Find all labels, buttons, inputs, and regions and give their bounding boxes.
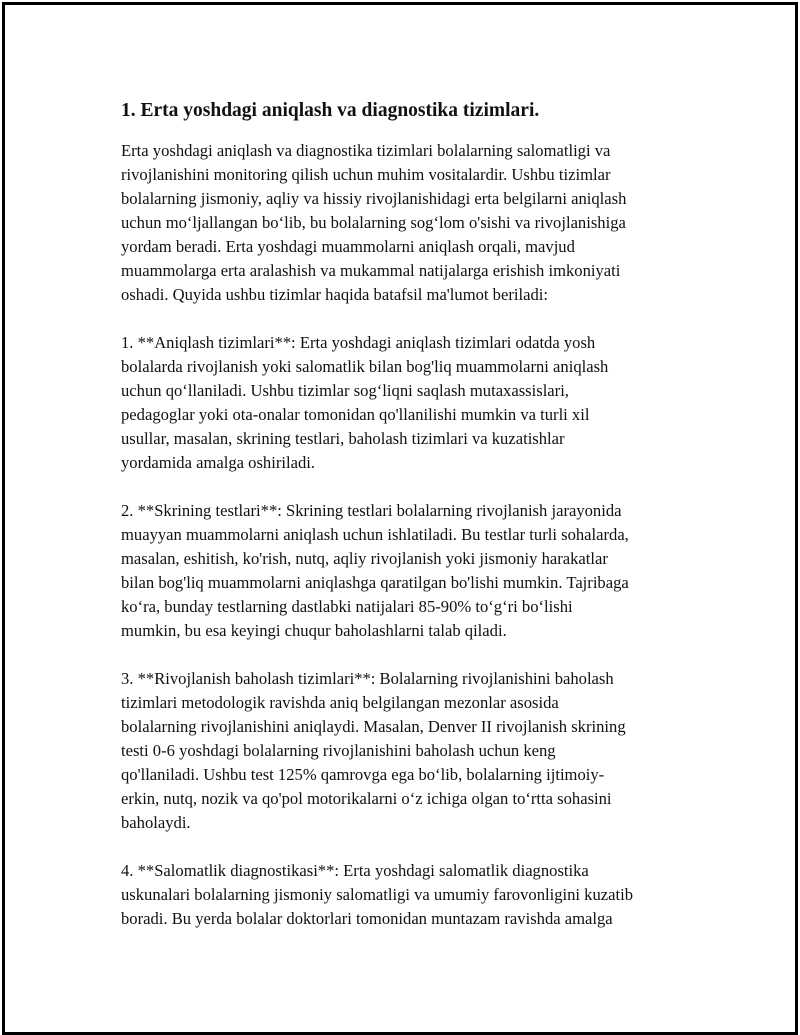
text-line: muayyan muammolarni aniqlash uchun ishlatiladi. Bu testlar turli sohalarda, [121, 525, 629, 544]
text-line: 2. **Skrining testlari**: Skrining testlari bolalarning rivojlanish jarayonida [121, 501, 622, 520]
item-2-paragraph [121, 499, 701, 643]
text-line: yordamida amalga oshiriladi. [121, 453, 315, 472]
text-line: 4. **Salomatlik diagnostikasi**: Erta yoshdagi salomatlik diagnostika [121, 861, 589, 880]
text-line: bolalarning rivojlanishini aniqlaydi. Masalan, Denver II rivojlanish skrining [121, 717, 626, 736]
intro-paragraph [121, 139, 701, 307]
text-line: muammolarga erta aralashish va mukammal natijalarga erishish imkoniyati [121, 261, 621, 280]
section-heading: 1. Erta yoshdagi aniqlash va diagnostika tizimlari. [121, 100, 540, 121]
item-1-paragraph [121, 331, 701, 475]
text-line: usullar, masalan, skrining testlari, baholash tizimlari va kuzatishlar [121, 429, 565, 448]
text-line: uchun qoʻllaniladi. Ushbu tizimlar sogʻliqni saqlash mutaxassislari, [121, 381, 569, 400]
text-line: testi 0-6 yoshdagi bolalarning rivojlanishini baholash uchun keng [121, 741, 556, 760]
item-3-paragraph [121, 667, 701, 835]
text-line: mumkin, bu esa keyingi chuqur baholashlarni talab qiladi. [121, 621, 507, 640]
text-line: Erta yoshdagi aniqlash va diagnostika tizimlari bolalarning salomatligi va [121, 141, 611, 160]
text-line: rivojlanishini monitoring qilish uchun muhim vositalardir. Ushbu tizimlar [121, 165, 611, 184]
text-line: baholaydi. [121, 813, 191, 832]
text-line: 1. **Aniqlash tizimlari**: Erta yoshdagi aniqlash tizimlari odatda yosh [121, 333, 596, 352]
text-line: oshadi. Quyida ushbu tizimlar haqida batafsil ma'lumot beriladi: [121, 285, 548, 304]
text-line: 3. **Rivojlanish baholash tizimlari**: Bolalarning rivojlanishini baholash [121, 669, 614, 688]
text-line: koʻra, bunday testlarning dastlabki natijalari 85-90% toʻgʻri boʻlishi [121, 597, 573, 616]
text-line: qo'llaniladi. Ushbu test 125% qamrovga ega boʻlib, bolalarning ijtimoiy- [121, 765, 605, 784]
text-line: bolalarda rivojlanish yoki salomatlik bilan bog'liq muammolarni aniqlash [121, 357, 609, 376]
text-line: uchun moʻljallangan boʻlib, bu bolalarning sogʻlom o'sishi va rivojlanishiga [121, 213, 626, 232]
text-line: yordam beradi. Erta yoshdagi muammolarni aniqlash orqali, mavjud [121, 237, 575, 256]
text-line: erkin, nutq, nozik va qo'pol motorikalarni oʻz ichiga olgan toʻrtta sohasini [121, 789, 612, 808]
text-line: masalan, eshitish, ko'rish, nutq, aqliy rivojlanish yoki jismoniy harakatlar [121, 549, 608, 568]
item-4-paragraph [121, 859, 701, 931]
text-line: bolalarning jismoniy, aqliy va hissiy rivojlanishidagi erta belgilarni aniqlash [121, 189, 627, 208]
page-frame [2, 2, 798, 1035]
text-line: bilan bog'liq muammolarni aniqlashga qaratilgan bo'lishi mumkin. Tajribaga [121, 573, 629, 592]
text-line: boradi. Bu yerda bolalar doktorlari tomonidan muntazam ravishda amalga [121, 909, 613, 928]
text-line: tizimlari metodologik ravishda aniq belgilangan mezonlar asosida [121, 693, 559, 712]
text-line: pedagoglar yoki ota-onalar tomonidan qo'llanilishi mumkin va turli xil [121, 405, 590, 424]
text-line: uskunalari bolalarning jismoniy salomatligi va umumiy farovonligini kuzatib [121, 885, 634, 904]
document-body [121, 97, 701, 955]
